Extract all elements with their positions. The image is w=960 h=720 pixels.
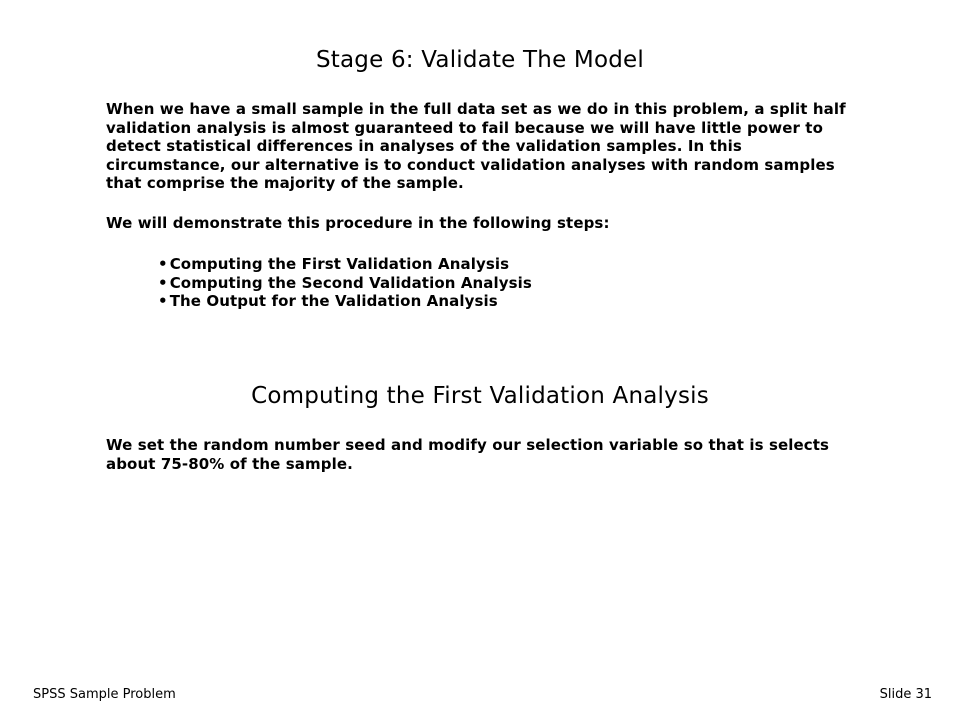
section-title: Computing the First Validation Analysis — [251, 383, 709, 409]
step-item: • Computing the First Validation Analysis — [158, 255, 532, 274]
footer-course-label: SPSS Sample Problem — [33, 687, 176, 702]
step-item: • Computing the Second Validation Analysis — [158, 274, 532, 293]
step-item: • The Output for the Validation Analysis — [158, 292, 532, 311]
section-paragraph: We set the random number seed and modify our selection variable so that is selects about 75-80% of the sample. — [106, 436, 830, 473]
slide-title: Stage 6: Validate The Model — [315, 47, 644, 73]
footer-slide-number: Slide 31 — [879, 687, 932, 702]
intro-paragraph: When we have a small sample in the full data set as we do in this problem, a split half validation analysis is almost guaranteed to fail because we will have little power to detect statistical differences in analyses of the validation samples. In this circumstance, our alternative is to conduct validation analyses with random samples that comprise the majority of the sample. — [106, 100, 846, 192]
steps-intro-text: We will demonstrate this procedure in the following steps: — [106, 214, 610, 232]
steps-list — [158, 255, 532, 311]
